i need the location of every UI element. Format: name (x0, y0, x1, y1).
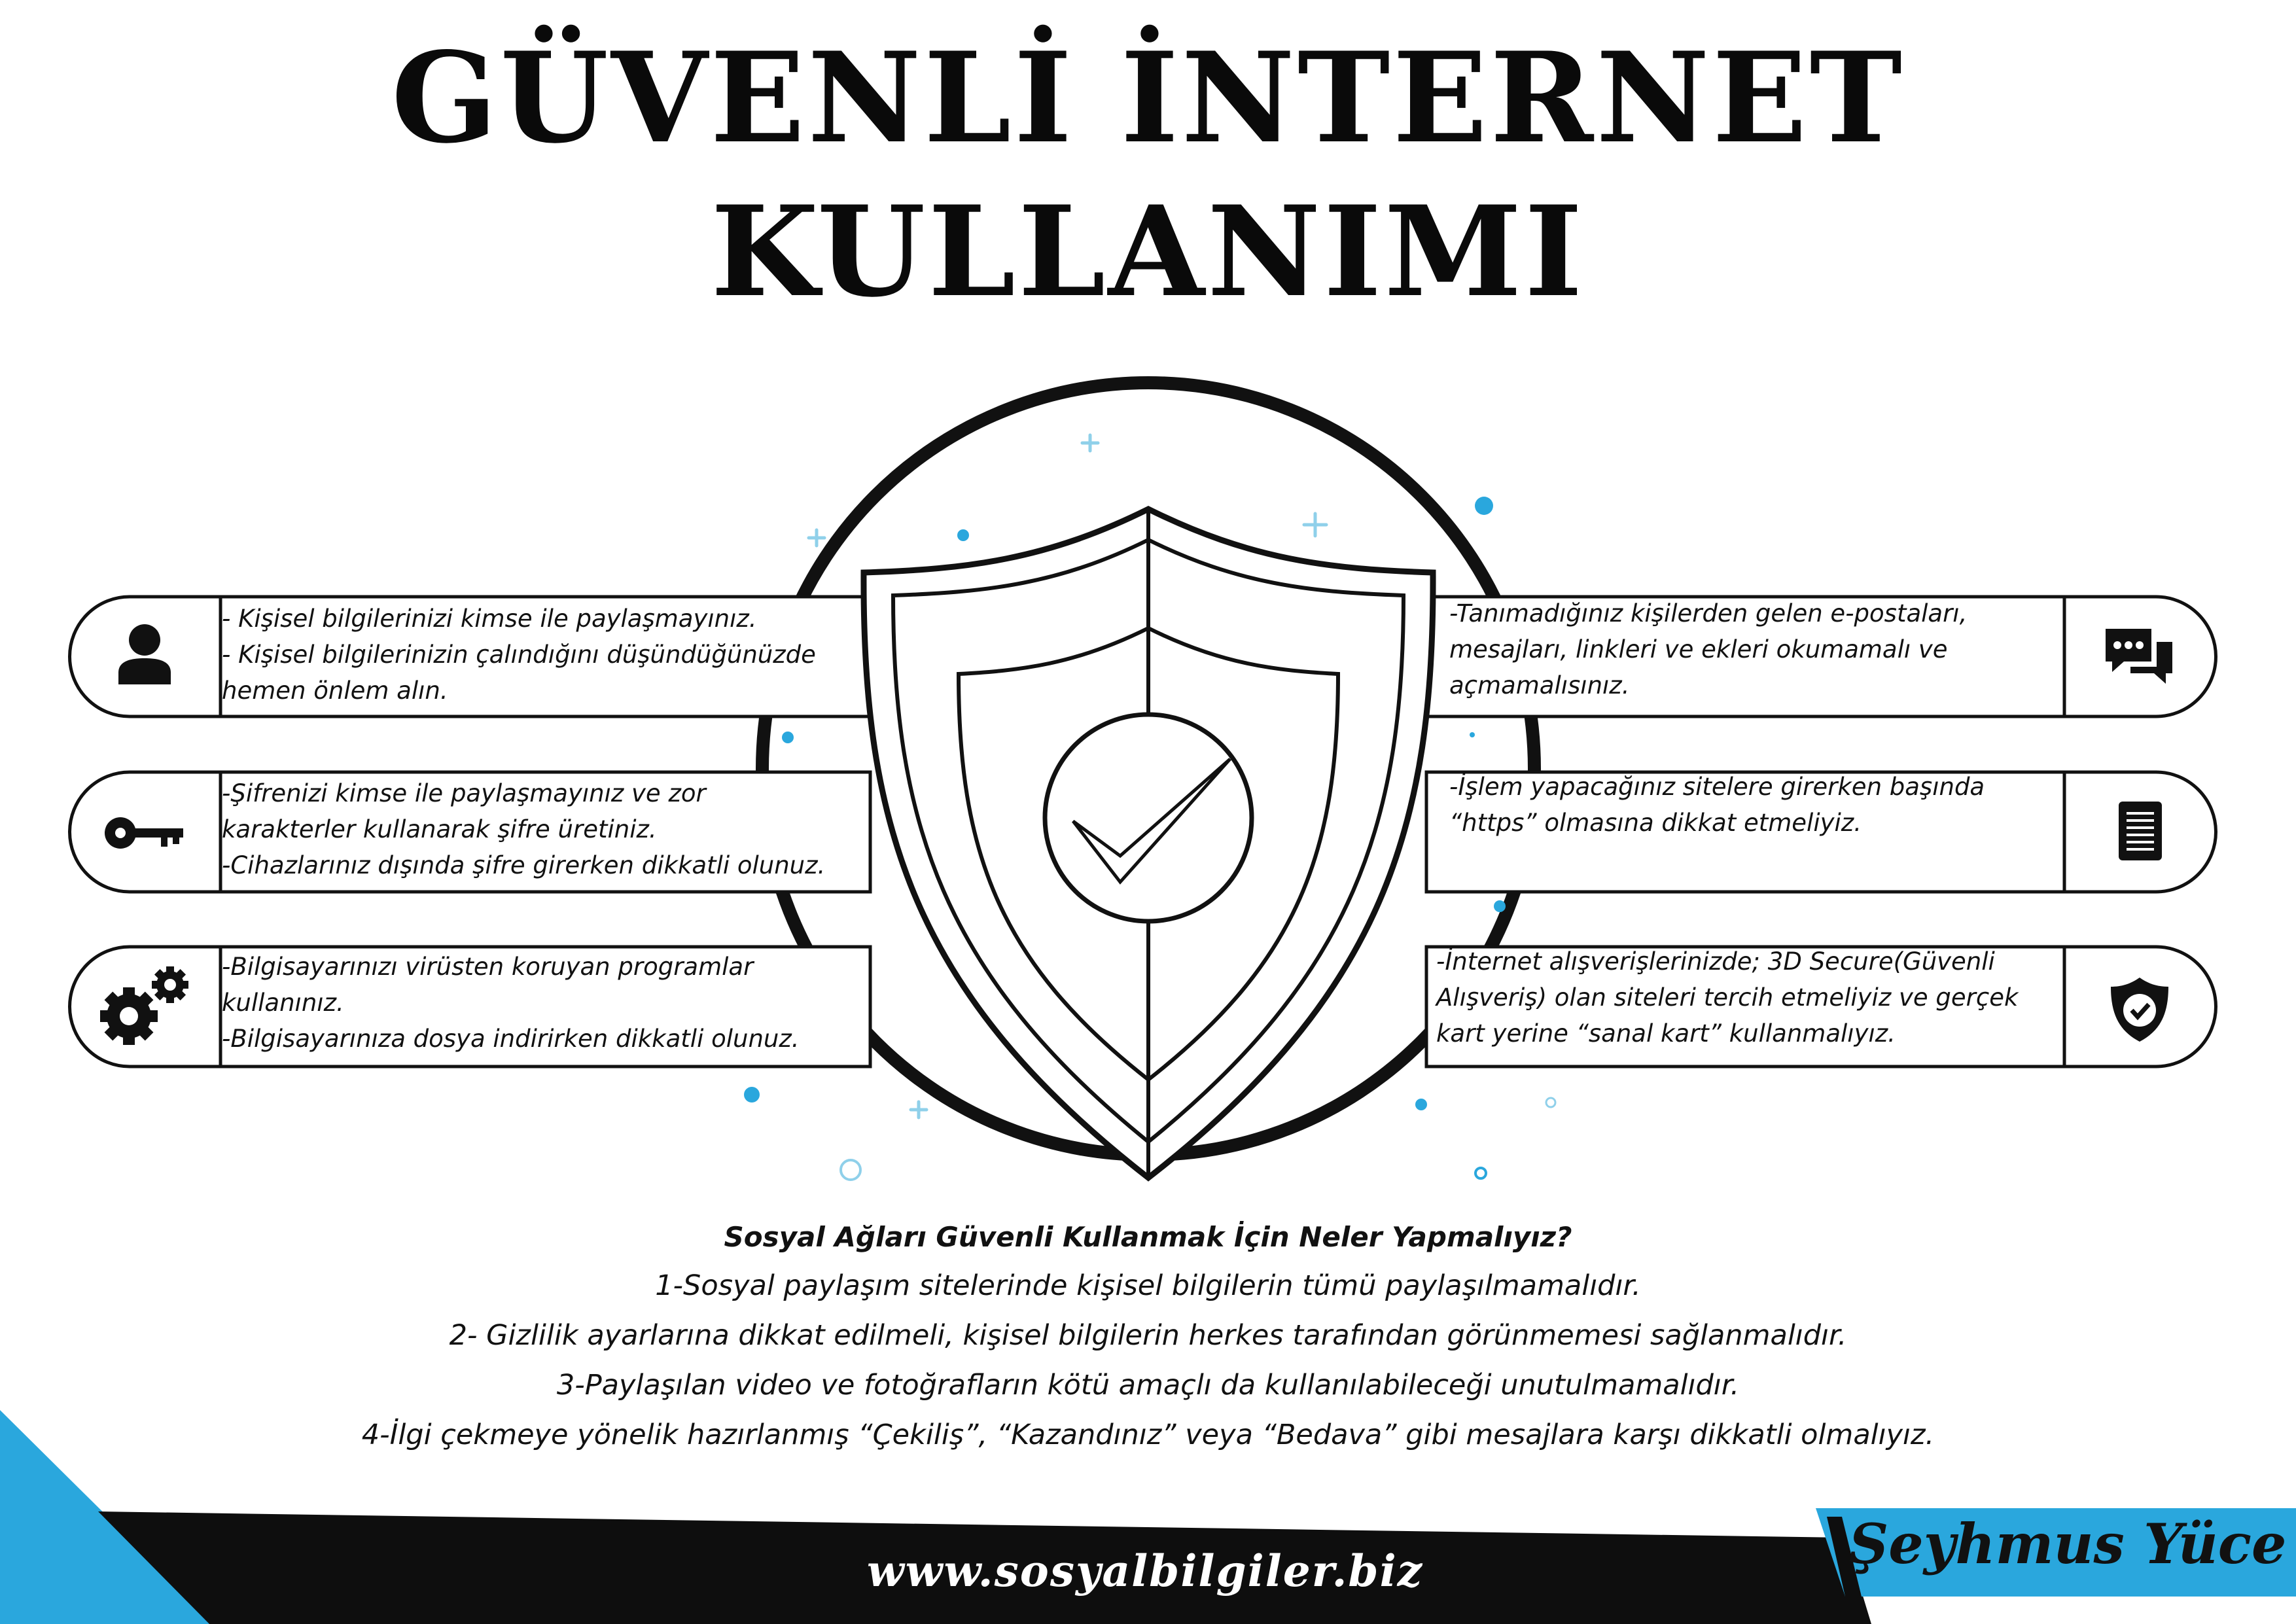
tip-line: kullanınız. (222, 989, 344, 1017)
social-media-section (0, 1214, 2296, 1460)
tip-line: karakterler kullanarak şifre üretiniz. (222, 815, 657, 843)
tip-line: -Bilgisayarınıza dosya indirirken dikkatli olunuz. (222, 1025, 800, 1053)
document-icon (2117, 800, 2163, 862)
social-heading: Sosyal Ağları Güvenli Kullanmak İçin Neler Yapmalıyız? (724, 1221, 1572, 1253)
social-item: 2- Gizlilik ayarlarına dikkat edilmeli, kişisel bilgilerin herkes tarafından görünmemesi sağlanmalıdır. (449, 1319, 1847, 1352)
left-tip-2 (222, 775, 825, 883)
tip-line: “https” olmasına dikkat etmeliyiz. (1449, 809, 1862, 837)
social-item: 3-Paylaşılan video ve fotoğrafların kötü amaçlı da kullanılabileceği unutulmamalıdır. (556, 1369, 1740, 1402)
social-item: 4-İlgi çekmeye yönelik hazırlanmış “Çekiliş”, “Kazandınız” veya “Bedava” gibi mesajlara karşı dikkatli olmalıyız. (361, 1419, 1935, 1451)
website-url[interactable]: www.sosyalbilgiler.biz (866, 1545, 1424, 1597)
tip-line: -Tanımadığınız kişilerden gelen e-postaları, (1449, 599, 1968, 627)
tip-line: açmamalısınız. (1449, 671, 1630, 699)
chat-icon (2102, 625, 2177, 687)
tip-line: -İşlem yapacağınız sitelere girerken başında (1449, 773, 1985, 801)
right-tip-2 (1449, 769, 1985, 841)
left-tip-1 (222, 601, 816, 709)
gears-icon (99, 965, 191, 1047)
right-tip-3 (1436, 944, 2018, 1051)
key-icon (103, 813, 185, 853)
tip-line: - Kişisel bilgilerinizin çalındığını düşündüğünüzde (222, 641, 816, 669)
social-item: 1-Sosyal paylaşım sitelerinde kişisel bilgilerin tümü paylaşılmamalıdır. (655, 1269, 1641, 1302)
tip-line: -Cihazlarınız dışında şifre girerken dikkatli olunuz. (222, 851, 826, 879)
left-tip-3 (222, 949, 800, 1057)
user-icon (115, 622, 174, 687)
shield-graphic (864, 509, 1433, 1178)
author-name: Şeyhmus Yüce (1848, 1511, 2287, 1576)
tip-line: -İnternet alışverişlerinizde; 3D Secure(Güvenli (1436, 947, 1995, 976)
tip-line: -Şifrenizi kimse ile paylaşmayınız ve zor (222, 779, 706, 807)
tip-line: Alışveriş) olan siteleri tercih etmeliyiz ve gerçek (1436, 983, 2019, 1012)
shield-check-icon (2106, 975, 2174, 1044)
tip-line: hemen önlem alın. (222, 677, 448, 705)
tip-line: kart yerine “sanal kart” kullanmalıyız. (1436, 1019, 1896, 1048)
tip-line: mesajları, linkleri ve ekleri okumamalı ve (1449, 635, 1948, 663)
title-line-1: GÜVENLİ İNTERNET (391, 25, 1905, 171)
tip-line: - Kişisel bilgilerinizi kimse ile paylaşmayınız. (222, 605, 757, 633)
title-line-2: KULLANIMI (711, 179, 1585, 325)
right-tip-1 (1449, 595, 1967, 703)
tip-line: -Bilgisayarınızı virüsten koruyan programlar (222, 953, 754, 981)
